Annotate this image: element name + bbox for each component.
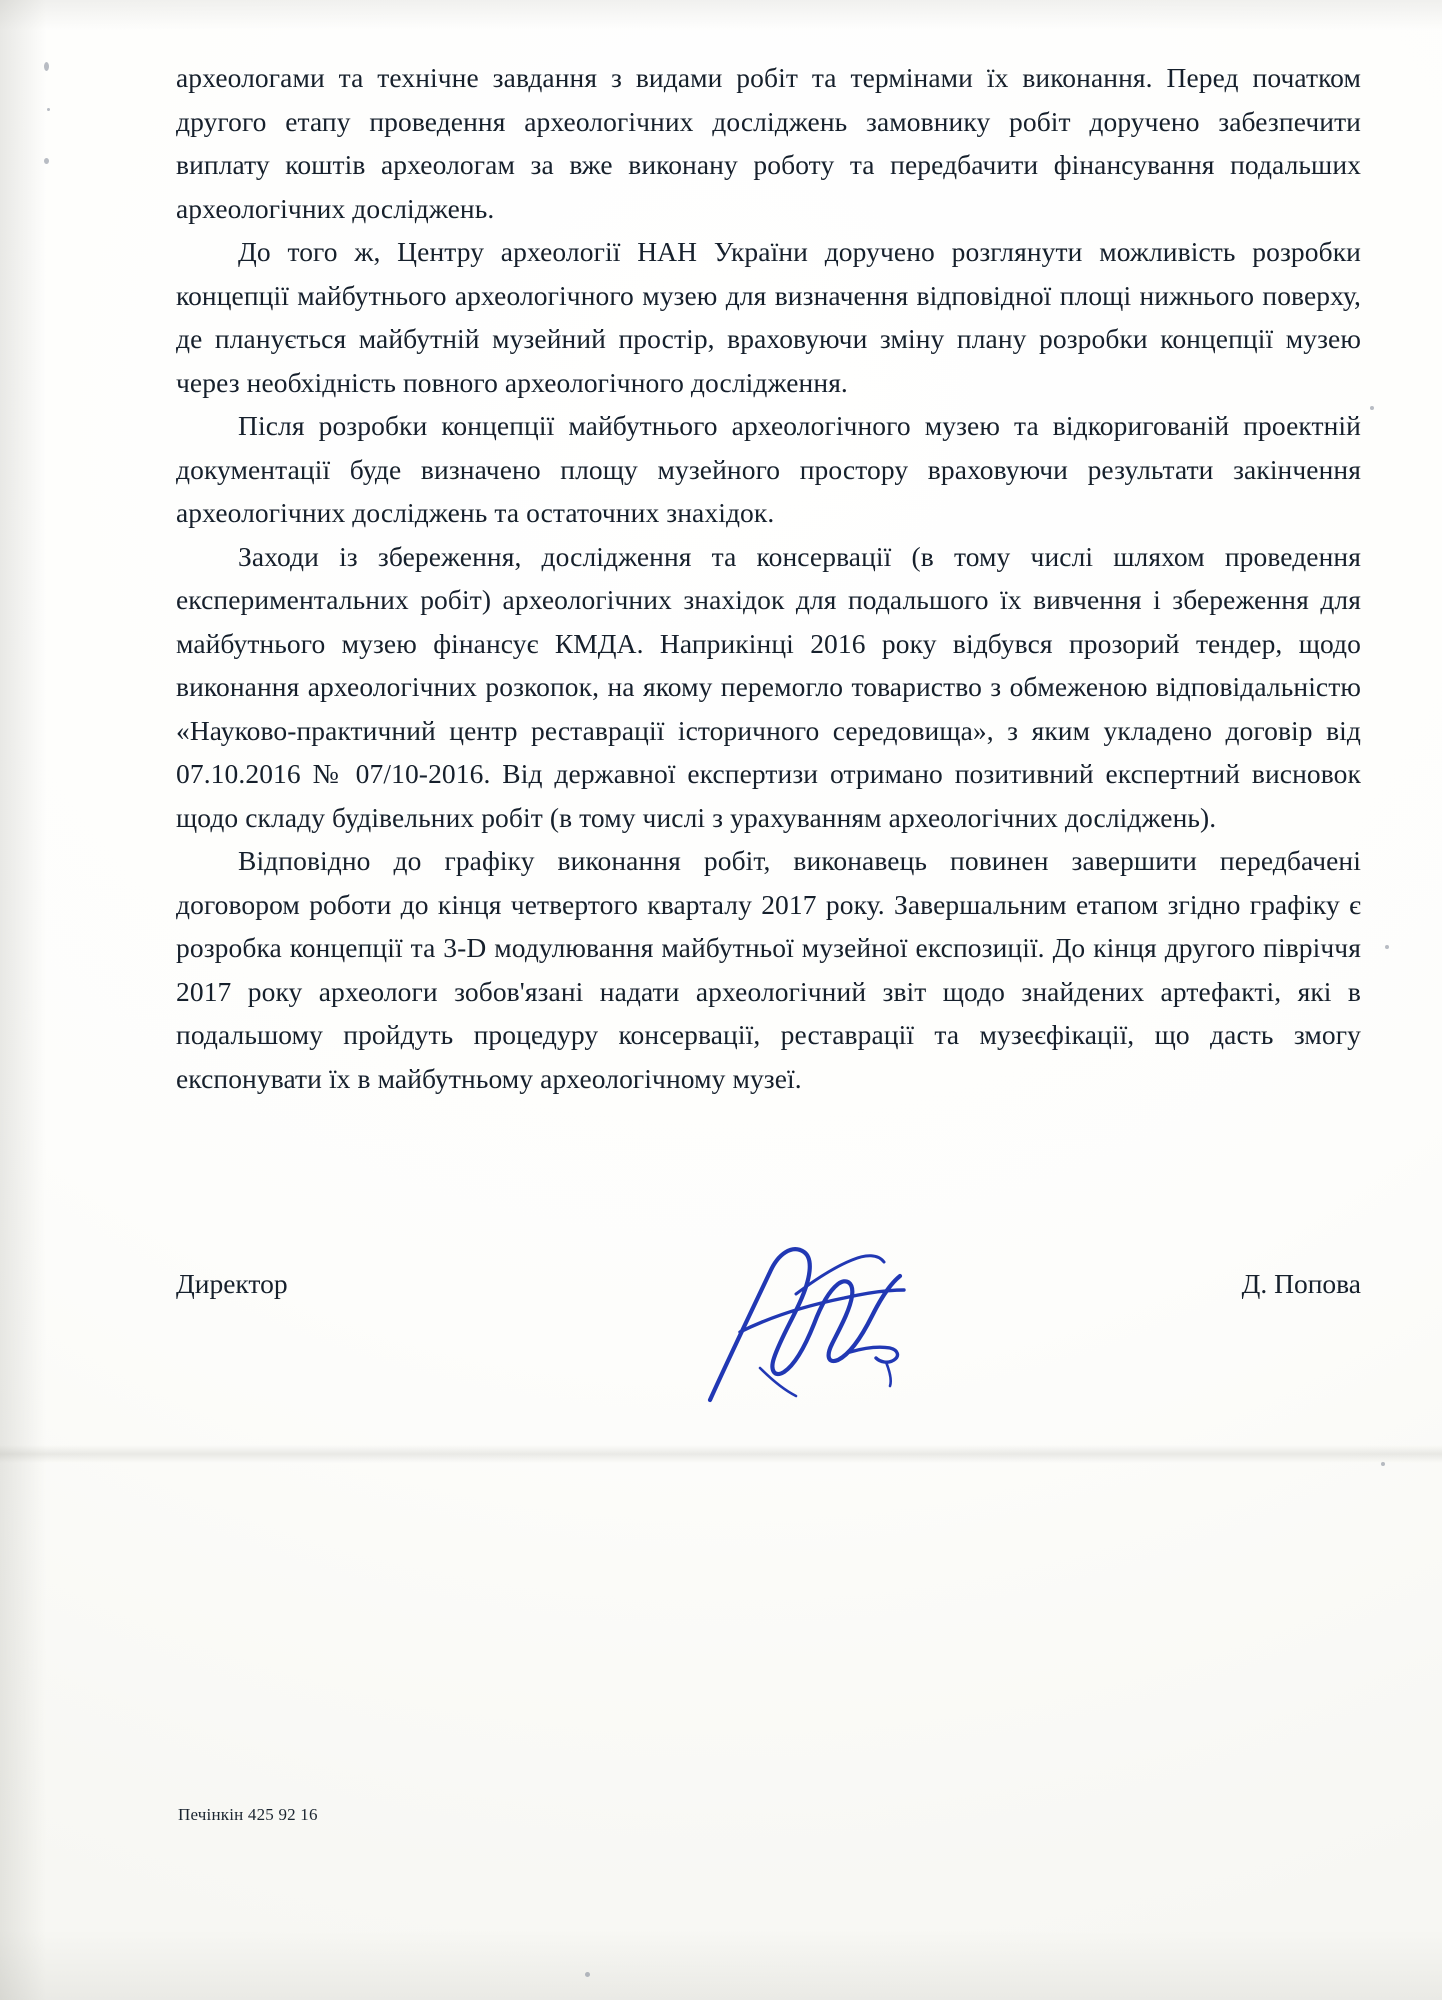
paragraph-4: Заходи із збереження, дослідження та консервації (в тому числі шляхом проведення експериментальних робіт) археологічних знахідок для подальшого їх вивчення і збереження для майбутнього музею фінансує КМДА. Наприкінці 2016 року відбувся прозорий тендер, щодо виконання археологічних розкопок, на якому перемогло товариство з обмеженою відповідальністю «Науково-практичний центр реставрації історичного середовища», з яким укладено договір від 07.10.2016 № 07/10-2016. Від державної експертизи отримано позитивний експертний висновок щодо складу будівельних робіт (в тому числі з урахуванням археологічних досліджень). [176,540,1361,833]
paragraph-5: Відповідно до графіку виконання робіт, виконавець повинен завершити передбачені договором роботи до кінця четвертого кварталу 2017 року. Завершальним етапом згідно графіку є розробка концепції та 3-D модулювання майбутньої музейної експозиції. До кінця другого півріччя 2017 року археологи зобов'язані надати археологічний звіт щодо знайдених артефакті, які в подальшому пройдуть процедуру консервації, реставрації та музеєфікації, що дасть змогу експонувати їх в майбутньому археологічному музеї. [176,845,1361,1094]
footer-contact-note: Печінкін 425 92 16 [178,1805,318,1824]
document-body [176,56,1361,1100]
scan-edge-shadow-top [0,0,1442,30]
scan-speck [44,62,49,71]
scan-speck [44,158,49,164]
paragraph-3: Після розробки концепції майбутнього археологічного музею та відкоригованій проектній документації буде визначено площу музейного простору враховуючи результати закінчення археологічних досліджень та остаточних знахідок. [176,410,1361,528]
scan-speck [47,108,50,111]
signatory-name: Д. Попова [1241,1268,1361,1299]
scan-edge-shadow-left [0,0,46,2000]
signature-block [176,1265,1361,1325]
scan-edge-shadow-bottom [0,1930,1442,2000]
scan-speck [1381,1462,1385,1466]
scan-speck [585,1972,590,1977]
paragraph-1: археологами та технічне завдання з видами робіт та термінами їх виконання. Перед початком другого етапу проведення археологічних досліджень замовнику робіт доручено забезпечити виплату коштів археологам за вже виконану роботу та передбачити фінансування подальших археологічних досліджень. [176,62,1361,224]
signatory-role: Директор [176,1268,288,1299]
scan-speck [1370,406,1374,410]
scan-speck [1385,945,1389,949]
paper-fold-line [0,1445,1442,1463]
paragraph-2: До того ж, Центру археології НАН України доручено розглянути можливість розробки концепції майбутнього археологічного музею для визначення відповідної площі нижнього поверху, де планується майбутній музейний простір, враховуючи зміну плану розробки концепції музею через необхідність повного археологічного дослідження. [176,236,1361,398]
